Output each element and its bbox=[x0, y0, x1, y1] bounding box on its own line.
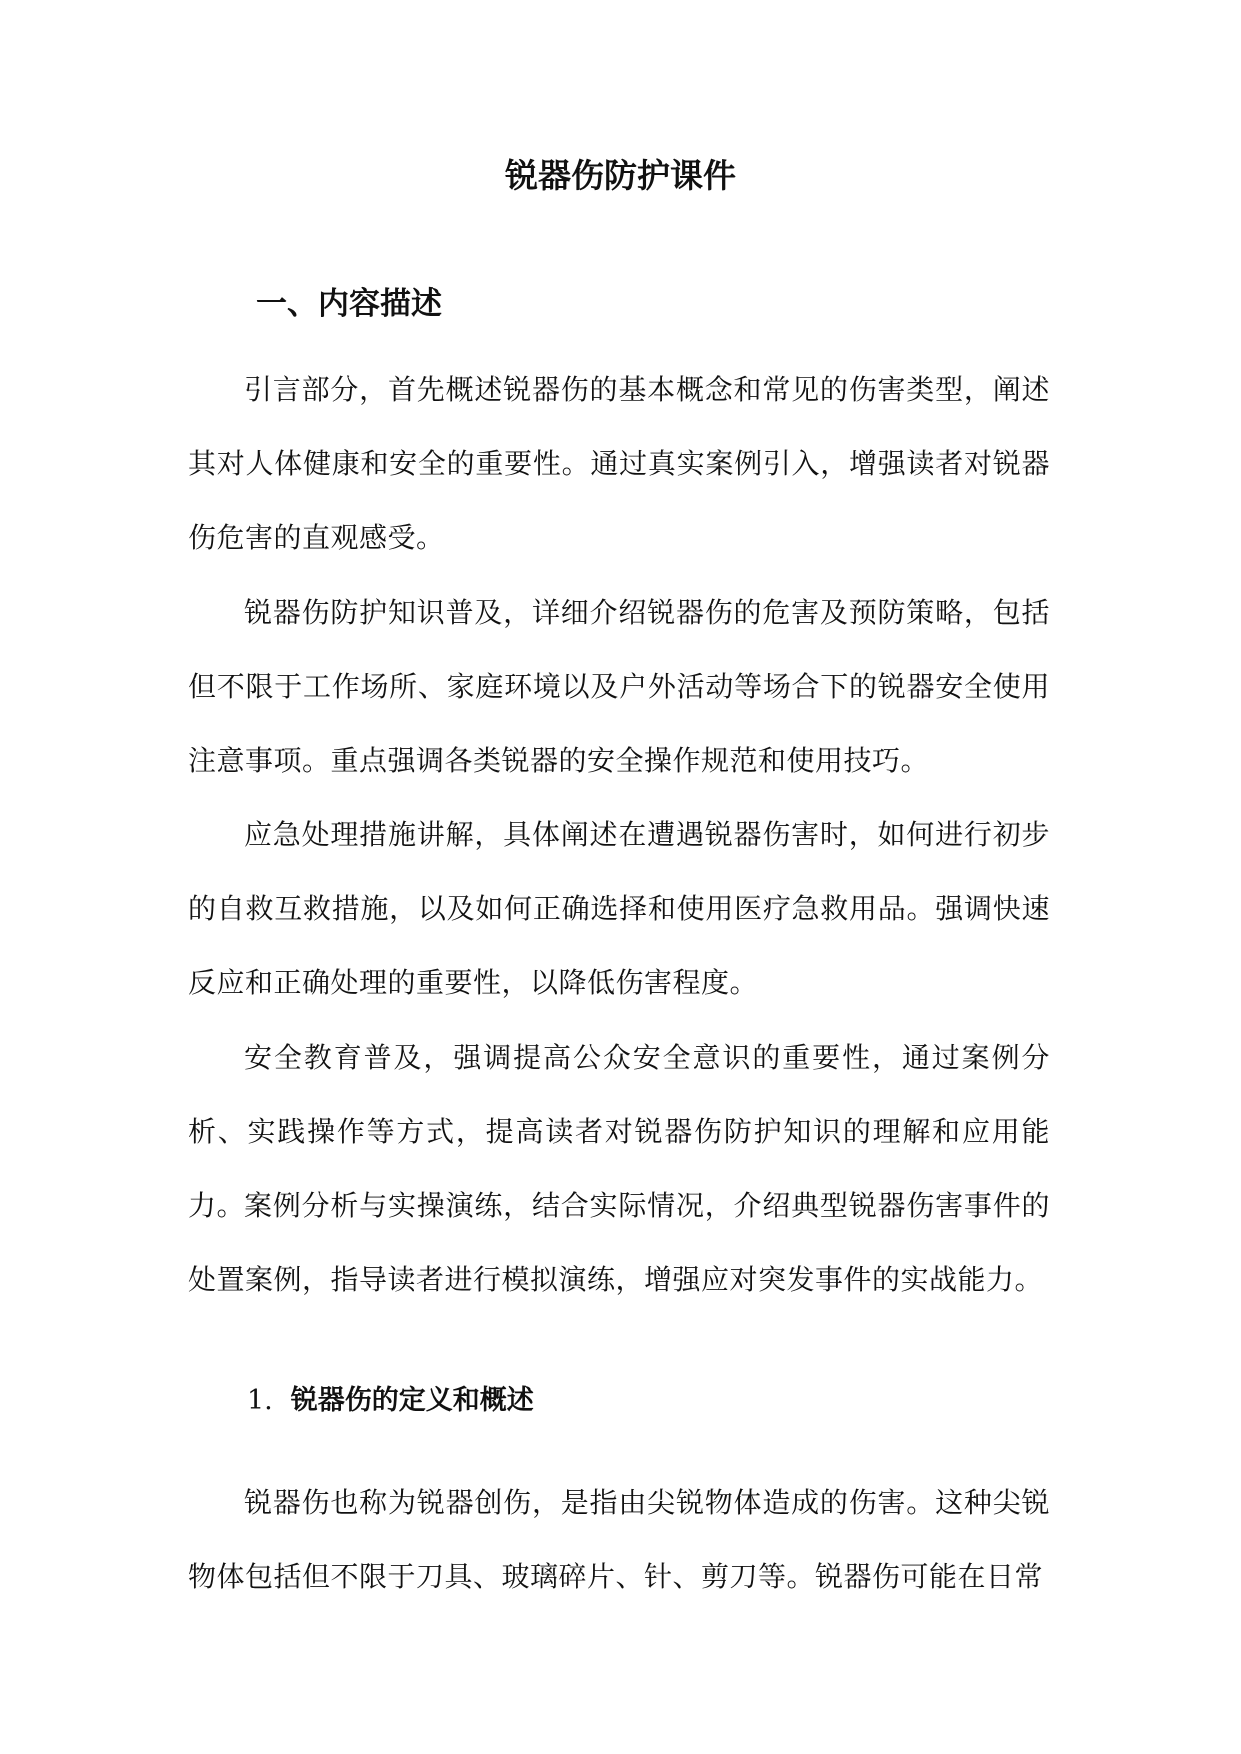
paragraph-safety-education: 安全教育普及，强调提高公众安全意识的重要性，通过案例分析、实践操作等方式，提高读者对锐器伤防护知识的理解和应用能力。 bbox=[188, 1041, 1050, 1222]
paragraph-introduction: 引言部分，首先概述锐器伤的基本概念和常见的伤害类型，阐述其对人体健康和安全的重要性。通过真实案例引入，增强读者对锐器伤危害的直观感受。 bbox=[188, 373, 1050, 554]
paragraph-prevention-knowledge: 锐器伤防护知识普及，详细介绍锐器伤的危害及预防策略，包括但不限于工作场所、家庭环境以及户外活动等场合下的锐器安全使用注意事项。重点强调各类锐器的安全操作规范和使用技巧。 bbox=[188, 596, 1050, 777]
subsection-title: 锐器伤的定义和概述 bbox=[290, 1385, 534, 1416]
subsection-heading bbox=[247, 1379, 534, 1423]
subsection-number: 1. bbox=[247, 1385, 273, 1416]
paragraph-case-analysis: 案例分析与实操演练，结合实际情况，介绍典型锐器伤害事件的处置案例，指导读者进行模拟演练，增强应对突发事件的实战能力。 bbox=[188, 1189, 1050, 1296]
paragraph-definition: 锐器伤也称为锐器创伤，是指由尖锐物体造成的伤害。这种尖锐物体包括但不限于刀具、玻璃碎片、针、剪刀等。锐器伤可能在日常 bbox=[188, 1486, 1050, 1593]
section-heading: 一、内容描述 bbox=[256, 286, 442, 322]
document-title: 锐器伤防护课件 bbox=[505, 156, 736, 195]
paragraph-emergency-response: 应急处理措施讲解，具体阐述在遭遇锐器伤害时，如何进行初步的自救互救措施，以及如何正确选择和使用医疗急救用品。强调快速反应和正确处理的重要性，以降低伤害程度。 bbox=[188, 818, 1050, 999]
